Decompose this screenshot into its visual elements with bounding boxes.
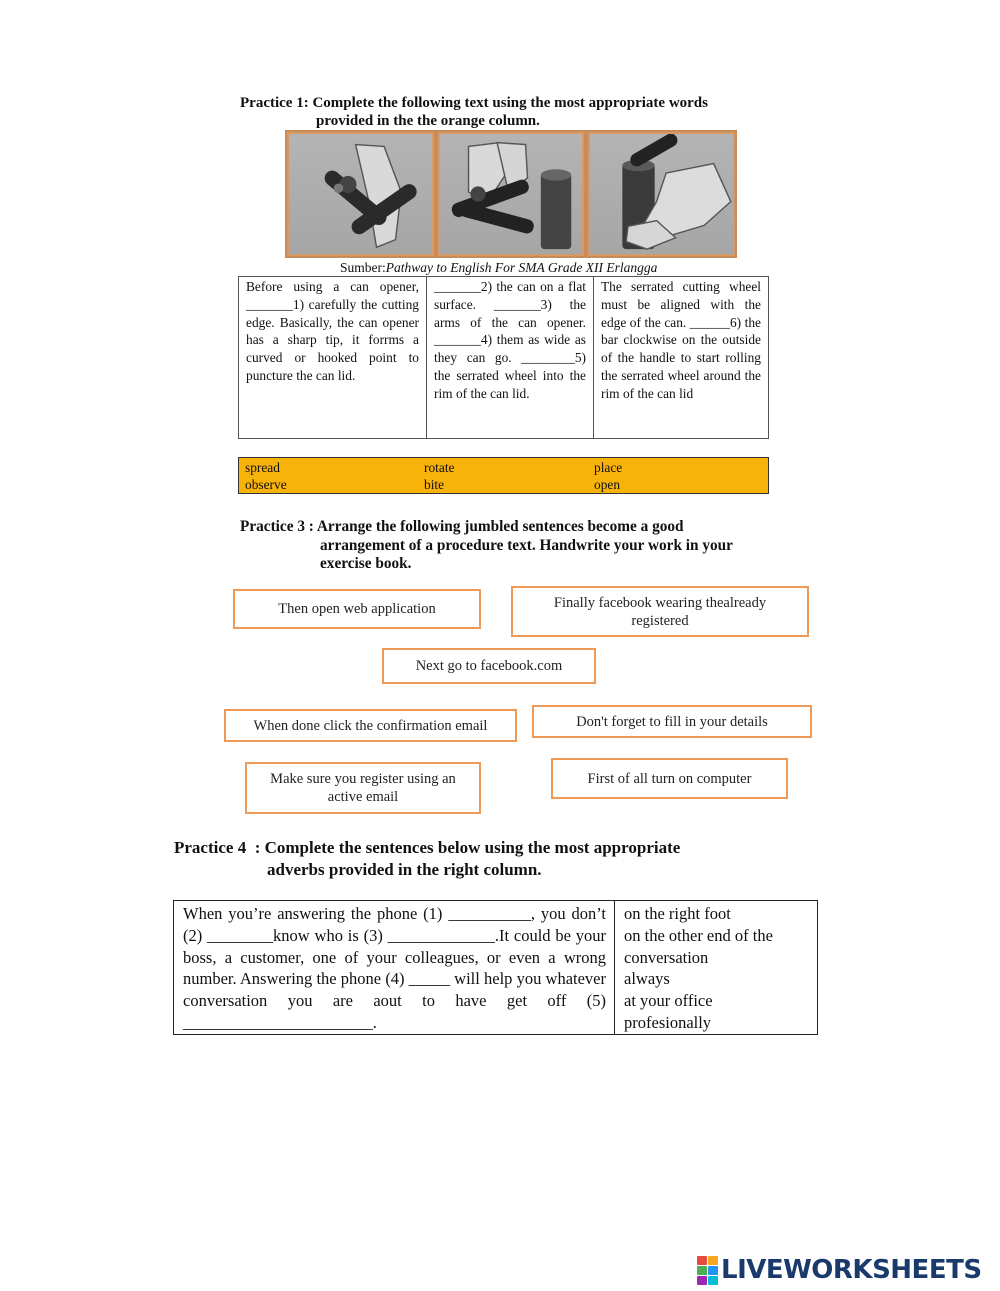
image-source-caption: [340, 260, 657, 276]
practice1-cell-3: The serrated cutting wheel must be aligned with the edge of the can. ______6) the bar clockwise on the outside of the handle to start rolling the serrated wheel around the rim of the can lid: [594, 277, 769, 439]
practice4-heading-line1: Practice 4 : Complete the sentences below using the most appropriate: [174, 838, 681, 857]
can-opener-photo-3: [588, 132, 735, 256]
jumbled-sentence-text: Don't forget to fill in your details: [576, 713, 768, 730]
word-bank-item: open: [594, 477, 621, 492]
liveworksheets-logo: [697, 1255, 982, 1285]
practice1-cell-2: _______2) the can on a flat surface. _______3) the arms of the can opener. _______4) them as wide as they can go. ________5) the serrated wheel into the rim of the can lid.: [427, 277, 594, 439]
word-bank-item: place: [594, 460, 623, 475]
adverb-option: profesionally: [624, 1012, 712, 1032]
jumbled-sentence-box: [532, 705, 812, 738]
practice3-heading: [240, 518, 820, 574]
can-opener-photo-2: [438, 132, 585, 256]
source-label: Sumber:: [340, 260, 386, 275]
adverb-option: at your office: [624, 991, 713, 1011]
jumbled-sentence-box: [382, 648, 596, 684]
adverb-option: always: [624, 969, 670, 989]
practice4-heading: [174, 837, 814, 881]
word-bank-orange: [238, 457, 769, 494]
jumbled-sentence-text: Next go to facebook.com: [415, 658, 563, 674]
practice3-heading-line2: arrangement of a procedure text. Handwrite your work in your: [320, 536, 733, 554]
can-opener-photos: [285, 130, 737, 258]
practice4-table: [173, 900, 818, 1035]
adverb-option: on the right foot: [624, 904, 731, 923]
jumbled-sentence-text: Make sure you register using an active email: [270, 771, 456, 805]
jumbled-sentence-text: When done click the confirmation email: [253, 717, 488, 734]
word-bank-item: observe: [245, 477, 287, 492]
practice4-passage: When you’re answering the phone (1) __________, you don’t (2) ________know who is (3) _____________.It could be your boss, a customer, one of your colleagues, or even a wrong number. Answering the phone (4) _____ will help you whatever conversation you are aout to have get off (5) _______________________.: [174, 901, 615, 1035]
jumbled-sentence-box: [233, 589, 481, 629]
jumbled-sentence-box: [224, 709, 517, 742]
practice1-text-table: [238, 276, 769, 439]
table-row: [239, 277, 769, 439]
jumbled-sentence-text: Then open web application: [278, 601, 436, 617]
jumbled-sentence-box: [245, 762, 481, 814]
practice3-heading-line1: Practice 3 : Arrange the following jumbled sentences become a good: [240, 518, 684, 535]
table-row: [174, 901, 818, 1035]
word-bank-item: bite: [424, 477, 445, 492]
jumbled-sentence-box: [511, 586, 809, 637]
practice4-options: [615, 901, 818, 1035]
word-bank-item: spread: [245, 460, 280, 475]
can-opener-photo-1: [287, 132, 434, 256]
practice1-heading-line2: provided in the the orange column.: [316, 113, 540, 129]
jumbled-sentence-text: Finally facebook wearing thealready registered: [553, 594, 767, 629]
practice1-heading: [240, 94, 800, 130]
practice3-heading-line3: exercise book.: [320, 555, 412, 573]
jumbled-sentence-text: First of all turn on computer: [587, 770, 752, 787]
jumbled-sentence-box: [551, 758, 788, 799]
practice1-cell-1: Before using a can opener, _______1) carefully the cutting edge. Basically, the can opener has a sharp tip, it forrms a curved or hooked point to puncture the can lid.: [239, 277, 427, 439]
adverb-option: on the other end of the conversation: [624, 925, 773, 967]
practice1-heading-line1: Practice 1: Complete the following text using the most appropriate words: [240, 95, 708, 111]
source-title: Pathway to English For SMA Grade XII Erlangga: [385, 260, 658, 275]
liveworksheets-logo-text: LIVEWORKSHEETS: [721, 1255, 982, 1285]
word-bank-item: rotate: [424, 460, 455, 475]
liveworksheets-logo-icon: [697, 1256, 718, 1285]
practice4-heading-line2: adverbs provided in the right column.: [267, 860, 542, 879]
